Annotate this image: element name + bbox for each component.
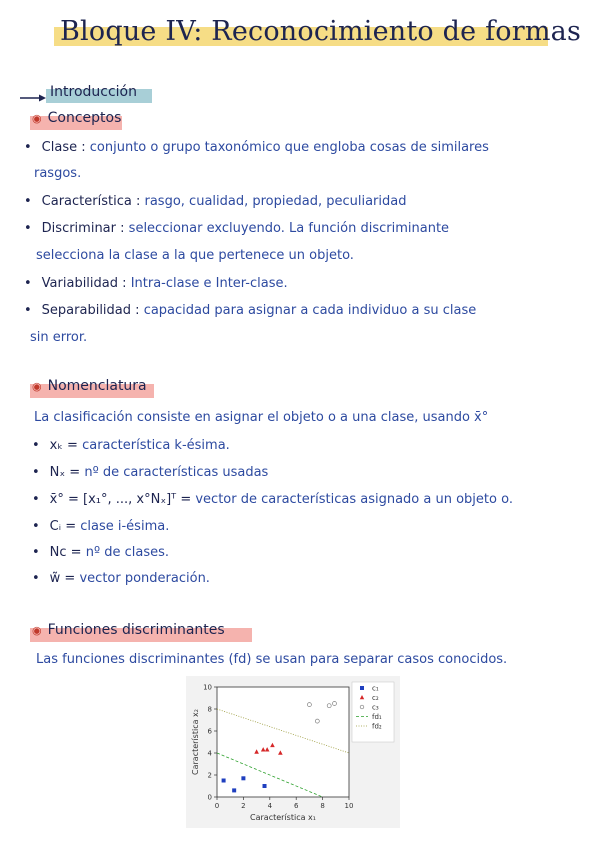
- eye-icon: ◉: [32, 380, 42, 393]
- x-tick-label: 8: [320, 802, 325, 810]
- data-point-c1: [263, 784, 267, 788]
- legend-label: c₂: [372, 694, 379, 702]
- x-tick-label: 6: [293, 802, 299, 810]
- x-axis-label: Característica x₁: [250, 813, 316, 822]
- legend-label: c₁: [372, 684, 379, 693]
- x-tick-label: 2: [241, 802, 246, 810]
- subsection-nomenclatura: ◉ Nomenclatura: [32, 378, 147, 394]
- section-introduccion: Introducción: [50, 84, 137, 100]
- scatter-chart: [186, 676, 400, 828]
- legend-label: c₃: [372, 703, 379, 712]
- subsection-conceptos: ◉ Conceptos: [32, 110, 122, 126]
- subsection-funciones: ◉ Funciones discriminantes: [32, 622, 225, 638]
- y-tick-label: 2: [207, 771, 212, 780]
- list-item: selecciona la clase a la que pertenece un objeto.: [36, 248, 354, 263]
- list-item: • x̄° = [x₁°, ..., x°Nₓ]ᵀ = vector de características asignado a un objeto o.: [32, 492, 513, 507]
- y-tick-label: 8: [207, 705, 212, 714]
- legend-marker-c1: [360, 686, 364, 690]
- y-tick-label: 6: [207, 727, 212, 736]
- y-axis-label: Característica x₂: [191, 709, 200, 775]
- data-point-c1: [241, 776, 245, 780]
- page-title: Bloque IV: Reconocimiento de formas: [60, 16, 582, 47]
- list-item: • Característica : rasgo, cualidad, propiedad, peculiaridad: [24, 194, 407, 209]
- y-tick-label: 4: [207, 749, 212, 758]
- data-point-c1: [232, 788, 236, 792]
- list-item: rasgos.: [34, 166, 82, 181]
- y-tick-label: 0: [207, 793, 212, 802]
- list-item: • Nₓ = nº de características usadas: [32, 465, 269, 480]
- y-tick-label: 10: [203, 683, 212, 692]
- list-item: • Variabilidad : Intra-clase e Inter-clase.: [24, 276, 288, 291]
- list-item: sin error.: [30, 330, 88, 345]
- legend-label: fd₁: [372, 713, 382, 721]
- x-tick-label: 10: [344, 802, 354, 810]
- list-item: • Separabilidad : capacidad para asignar a cada individuo a su clase: [24, 303, 477, 318]
- x-tick-label: 0: [214, 802, 220, 810]
- list-item: • Discriminar : seleccionar excluyendo. La función discriminante: [24, 221, 450, 236]
- list-item: • w̃ = vector ponderación.: [32, 571, 210, 586]
- eye-icon: ◉: [32, 112, 42, 125]
- funciones-intro: Las funciones discriminantes (fd) se usan para separar casos conocidos.: [36, 652, 508, 667]
- eye-icon: ◉: [32, 624, 42, 637]
- data-point-c1: [222, 779, 226, 783]
- arrow-right-icon: [20, 93, 46, 103]
- list-item: • xₖ = característica k-ésima.: [32, 438, 230, 453]
- x-tick-label: 4: [267, 802, 273, 810]
- legend-label: fd₂: [372, 722, 382, 731]
- list-item: • Nc = nº de clases.: [32, 545, 169, 560]
- list-item: • Cᵢ = clase i-ésima.: [32, 519, 170, 534]
- nomenclatura-intro: La clasificación consiste en asignar el objeto o a una clase, usando x̄°: [34, 410, 489, 425]
- list-item: • Clase : conjunto o grupo taxonómico que engloba cosas de similares: [24, 140, 489, 155]
